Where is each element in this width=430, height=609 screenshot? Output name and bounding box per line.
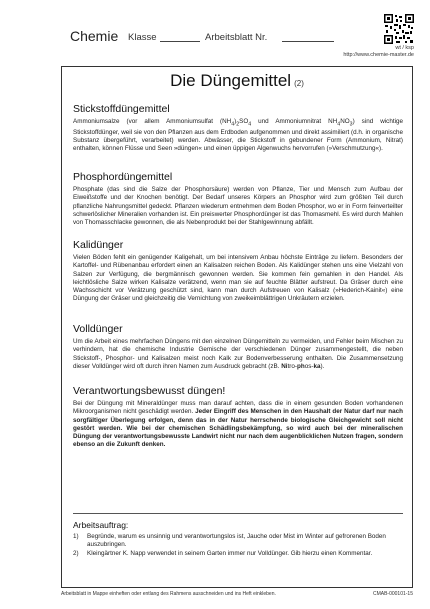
section-heading: Phosphordüngemittel [73, 171, 173, 183]
section-body: Phosphate (das sind die Salze der Phosphorsäure) werden von Pflanze, Tier und Mensch zum Aufbau der Eiweißstoffe und der Knochen benötigt. Der Bedarf unseres Körpers an Phosphor wird zum größten Teil durch pflanzliche Nahrungsmittel gedeckt. Pflanzen wiederum entnehmen dem Boden Phosphor, wo er in Form feinverteilter schwerlöslicher Mineralien vorhanden ist. Ein preiswerter Phosphordünger ist das Thomasmehl. Es wird durch Mahlen von Thomasschlacke gewonnen, die als Nebenprodukt bei der Stahlgewinnung abfällt. [73, 186, 403, 227]
section-body: Bei der Düngung mit Mineraldünger muss man darauf achten, dass die in einem gesunden Boden vorhandenen Mikroorganismen nicht geschädigt werden. Jeder Eingriff des Menschen in den Haushalt der Natur darf nur nach sorgfältiger Überlegung erfolgen, denn das in der Natur herrschende biologische Gleichgewicht soll nicht gestört werden. Wie bei der chemischen Schädlingsbekämpfung, so wird auch bei der mineralischen Düngung der verantwortungsbewusste Landwirt nicht nur nach dem augenblicklichen Nutzen fragen, sondern ebenso an die Zukunft denken. [73, 400, 403, 449]
section-body: Vielen Böden fehlt ein genügender Kaligehalt, um bei intensivem Anbau höchste Einträge zu liefern. Besonders der Kartoffel- und Rübenanbau erfordert einen an Kalisalzen reichen Boden. Als Kalidünger stehen uns eine Vielzahl von Salzen zur Verfügung, die bergmännisch gewonnen werden. Sie kommen fein gemahlen in den Handel. Als leichtlösliche Salze wirken Kalisalze verätzend, wenn man sie auf feuchte Blätter aufstreut. Da Gräser durch eine Wachsschicht vor Verätzung geschützt sind, kann man durch Aufstreuen von Kalisalz (»Hederich-Kainit«) eine Düngung der Gräser und gleichzeitig die Vernichtung von zweikeimblättrigen Unkräutern erzielen. [73, 254, 403, 303]
section-phosphor [73, 171, 403, 227]
assignment-box [73, 513, 403, 560]
assignment-task [73, 550, 403, 558]
author-initials: wt / ksp [395, 45, 414, 51]
task-number: 2) [73, 550, 79, 558]
qr-code-icon [384, 14, 414, 44]
subject-label: Chemie [70, 28, 119, 44]
website-url: http://www.chemie-master.de [343, 52, 414, 58]
task-text: Begründe, warum es unsinnig und verantwortungslos ist, Jauche oder Mist im Winter auf gefrorenen Boden auszubringen. [87, 533, 386, 549]
klasse-label: Klasse [128, 32, 157, 43]
task-number: 1) [73, 533, 79, 540]
worksheet-header [70, 26, 362, 56]
task-text: Kleingärtner K. Napp verwendet in seinem Garten immer nur Volldünger. Gib hierzu einen Kommentar. [87, 550, 373, 558]
section-verantwortung [73, 385, 403, 450]
assignment-task [73, 533, 403, 549]
footer-instruction: Arbeitsblatt in Mappe einheften oder entlang des Rahmens ausschneiden und ins Heft einkleben. [61, 591, 276, 597]
document-code: CMAB-000101-15 [372, 591, 413, 597]
section-heading: Kalidünger [73, 239, 124, 251]
section-heading: Volldünger [73, 323, 123, 335]
section-volldunger [73, 323, 403, 371]
assignment-heading: Arbeitsauftrag: [73, 520, 129, 530]
author-credit [343, 45, 414, 59]
worksheet-frame [61, 66, 413, 588]
klasse-blank-line [160, 41, 200, 42]
section-body: Um die Arbeit eines mehrfachen Düngens mit den einzelnen Düngemitteln zu vermeiden, und Fehler beim Mischen zu verhindern, hat die chemische Industrie Gemische der verschiedenen Dünger zusammengestellt, die neben Stickstoff-, Phosphor- und Kalisalzen meist noch Kalk zur Bodenverbesserung enthalten. Die Zusammensetzung dieser Volldünger wird oft durch ihren Namen zum Ausdruck gebracht (zB. Nitro-phos-ka). [73, 338, 403, 370]
worksheet-title [62, 71, 412, 91]
title-main: Die Düngemittel [170, 71, 292, 90]
section-heading: Stickstoffdüngemittel [73, 103, 170, 115]
section-stickstoff [73, 103, 403, 153]
title-part-number: (2) [294, 79, 304, 88]
section-heading: Verantwortungsbewusst düngen! [73, 385, 226, 397]
worksheet-number-label: Arbeitsblatt Nr. [205, 32, 268, 43]
worksheet-number-blank-line [282, 41, 334, 42]
section-kali [73, 239, 403, 304]
section-body: Ammoniumsalze (vor allem Ammoniumsulfat $(NH_4)_2SO_4$ und Ammoniumnitrat $NH_4NO_3$) sind wichtige Stickstoffdünger, weil sie von den Pflanzen aus dem Erdboden aufgenommen und direkt assimiliert (d.h. in organische Substanz übergeführt, verarbeitet) werden. Abwässer, die Stickstoff in gebundener Form (Ammonium, Nitrat) enthalten, können Flüsse und Seen »düngen« und einen üppigen Algenwuchs hervorrufen (»Verschmutzung«). [73, 118, 403, 153]
